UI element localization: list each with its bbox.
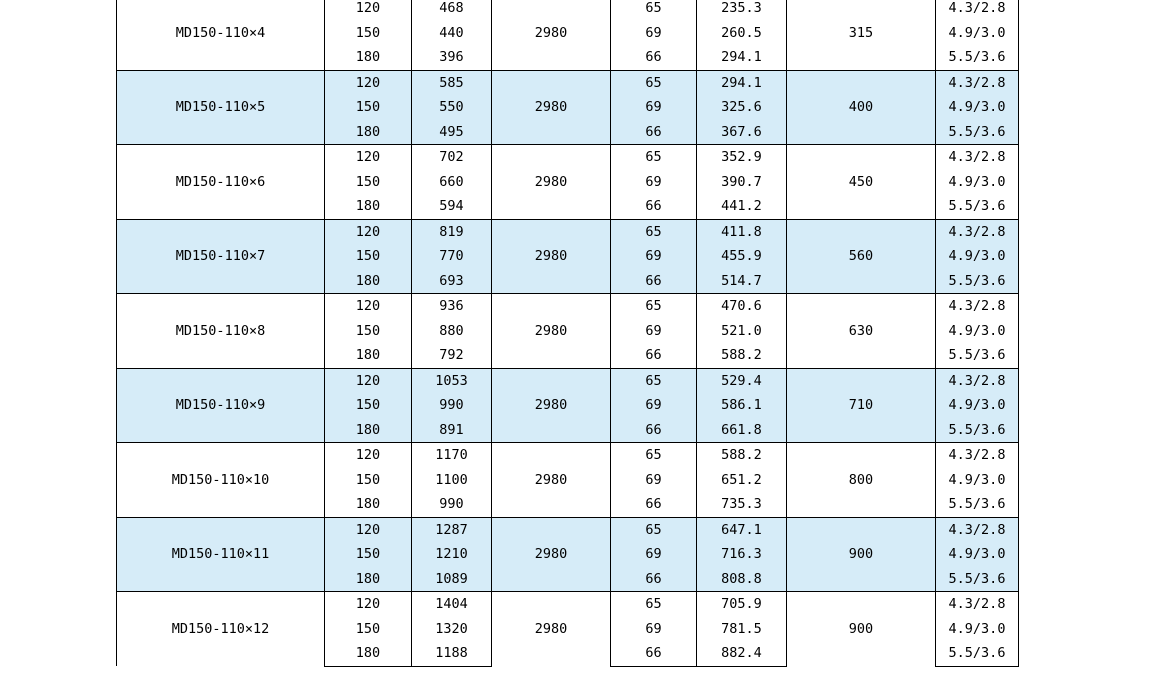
shaft-power-cell: 521.0 — [697, 319, 787, 344]
shaft-power-cell: 367.6 — [697, 120, 787, 145]
efficiency-cell: 69 — [611, 468, 697, 493]
motor-power-cell: 315 — [787, 0, 936, 70]
npsh-cell: 4.3/2.8 — [936, 0, 1019, 21]
head-cell: 396 — [412, 45, 492, 70]
speed-cell: 2980 — [492, 145, 611, 220]
efficiency-cell: 69 — [611, 617, 697, 642]
npsh-cell: 5.5/3.6 — [936, 641, 1019, 666]
speed-cell: 2980 — [492, 219, 611, 294]
flow-cell: 180 — [325, 418, 412, 443]
shaft-power-cell: 325.6 — [697, 95, 787, 120]
table-row — [117, 443, 1019, 468]
npsh-cell: 4.3/2.8 — [936, 368, 1019, 393]
npsh-cell: 4.9/3.0 — [936, 319, 1019, 344]
efficiency-cell: 65 — [611, 70, 697, 95]
flow-cell: 120 — [325, 368, 412, 393]
flow-cell: 180 — [325, 120, 412, 145]
shaft-power-cell: 735.3 — [697, 492, 787, 517]
npsh-cell: 4.3/2.8 — [936, 592, 1019, 617]
efficiency-cell: 65 — [611, 368, 697, 393]
efficiency-cell: 66 — [611, 567, 697, 592]
motor-power-cell: 800 — [787, 443, 936, 518]
shaft-power-cell: 352.9 — [697, 145, 787, 170]
flow-cell: 150 — [325, 393, 412, 418]
flow-cell: 120 — [325, 517, 412, 542]
flow-cell: 180 — [325, 641, 412, 666]
shaft-power-cell: 411.8 — [697, 219, 787, 244]
flow-cell: 120 — [325, 294, 412, 319]
efficiency-cell: 65 — [611, 592, 697, 617]
head-cell: 1053 — [412, 368, 492, 393]
head-cell: 660 — [412, 170, 492, 195]
npsh-cell: 4.3/2.8 — [936, 443, 1019, 468]
efficiency-cell: 66 — [611, 343, 697, 368]
shaft-power-cell: 260.5 — [697, 21, 787, 46]
speed-cell: 2980 — [492, 368, 611, 443]
speed-cell: 2980 — [492, 294, 611, 369]
table-body — [117, 0, 1019, 666]
efficiency-cell: 69 — [611, 95, 697, 120]
table-row — [117, 219, 1019, 244]
flow-cell: 180 — [325, 269, 412, 294]
efficiency-cell: 66 — [611, 269, 697, 294]
shaft-power-cell: 294.1 — [697, 45, 787, 70]
model-cell: MD150-110×4 — [117, 0, 325, 70]
speed-cell: 2980 — [492, 517, 611, 592]
speed-cell: 2980 — [492, 443, 611, 518]
shaft-power-cell: 661.8 — [697, 418, 787, 443]
motor-power-cell: 630 — [787, 294, 936, 369]
motor-power-cell: 900 — [787, 517, 936, 592]
motor-power-cell: 560 — [787, 219, 936, 294]
shaft-power-cell: 470.6 — [697, 294, 787, 319]
npsh-cell: 5.5/3.6 — [936, 492, 1019, 517]
efficiency-cell: 69 — [611, 319, 697, 344]
flow-cell: 120 — [325, 0, 412, 21]
npsh-cell: 4.9/3.0 — [936, 542, 1019, 567]
table-row — [117, 145, 1019, 170]
flow-cell: 150 — [325, 617, 412, 642]
efficiency-cell: 66 — [611, 492, 697, 517]
npsh-cell: 4.9/3.0 — [936, 617, 1019, 642]
head-cell: 770 — [412, 244, 492, 269]
model-cell: MD150-110×5 — [117, 70, 325, 145]
head-cell: 819 — [412, 219, 492, 244]
efficiency-cell: 66 — [611, 194, 697, 219]
flow-cell: 150 — [325, 170, 412, 195]
npsh-cell: 5.5/3.6 — [936, 45, 1019, 70]
flow-cell: 150 — [325, 244, 412, 269]
shaft-power-cell: 529.4 — [697, 368, 787, 393]
shaft-power-cell: 455.9 — [697, 244, 787, 269]
motor-power-cell: 900 — [787, 592, 936, 667]
npsh-cell: 4.9/3.0 — [936, 468, 1019, 493]
head-cell: 440 — [412, 21, 492, 46]
table-row — [117, 70, 1019, 95]
flow-cell: 150 — [325, 542, 412, 567]
head-cell: 880 — [412, 319, 492, 344]
efficiency-cell: 65 — [611, 219, 697, 244]
shaft-power-cell: 294.1 — [697, 70, 787, 95]
head-cell: 1170 — [412, 443, 492, 468]
flow-cell: 120 — [325, 443, 412, 468]
flow-cell: 150 — [325, 319, 412, 344]
motor-power-cell: 400 — [787, 70, 936, 145]
head-cell: 1100 — [412, 468, 492, 493]
shaft-power-cell: 588.2 — [697, 343, 787, 368]
head-cell: 468 — [412, 0, 492, 21]
table-row — [117, 517, 1019, 542]
npsh-cell: 4.3/2.8 — [936, 145, 1019, 170]
efficiency-cell: 65 — [611, 294, 697, 319]
shaft-power-cell: 882.4 — [697, 641, 787, 666]
speed-cell: 2980 — [492, 592, 611, 667]
shaft-power-cell: 781.5 — [697, 617, 787, 642]
flow-cell: 120 — [325, 219, 412, 244]
head-cell: 1210 — [412, 542, 492, 567]
shaft-power-cell: 651.2 — [697, 468, 787, 493]
speed-cell: 2980 — [492, 70, 611, 145]
head-cell: 936 — [412, 294, 492, 319]
efficiency-cell: 66 — [611, 418, 697, 443]
efficiency-cell: 65 — [611, 145, 697, 170]
head-cell: 1089 — [412, 567, 492, 592]
head-cell: 550 — [412, 95, 492, 120]
shaft-power-cell: 588.2 — [697, 443, 787, 468]
head-cell: 1404 — [412, 592, 492, 617]
motor-power-cell: 710 — [787, 368, 936, 443]
efficiency-cell: 69 — [611, 170, 697, 195]
pump-spec-table — [116, 0, 1019, 667]
head-cell: 495 — [412, 120, 492, 145]
shaft-power-cell: 235.3 — [697, 0, 787, 21]
table-row — [117, 0, 1019, 21]
table-row — [117, 368, 1019, 393]
efficiency-cell: 66 — [611, 45, 697, 70]
head-cell: 990 — [412, 393, 492, 418]
shaft-power-cell: 808.8 — [697, 567, 787, 592]
flow-cell: 180 — [325, 343, 412, 368]
model-cell: MD150-110×8 — [117, 294, 325, 369]
npsh-cell: 4.3/2.8 — [936, 219, 1019, 244]
flow-cell: 150 — [325, 468, 412, 493]
flow-cell: 120 — [325, 145, 412, 170]
npsh-cell: 5.5/3.6 — [936, 343, 1019, 368]
speed-cell: 2980 — [492, 0, 611, 70]
npsh-cell: 4.9/3.0 — [936, 21, 1019, 46]
model-cell: MD150-110×10 — [117, 443, 325, 518]
flow-cell: 120 — [325, 70, 412, 95]
head-cell: 693 — [412, 269, 492, 294]
shaft-power-cell: 705.9 — [697, 592, 787, 617]
model-cell: MD150-110×6 — [117, 145, 325, 220]
table-row — [117, 592, 1019, 617]
head-cell: 702 — [412, 145, 492, 170]
efficiency-cell: 65 — [611, 443, 697, 468]
npsh-cell: 5.5/3.6 — [936, 120, 1019, 145]
efficiency-cell: 69 — [611, 21, 697, 46]
head-cell: 891 — [412, 418, 492, 443]
head-cell: 1287 — [412, 517, 492, 542]
head-cell: 594 — [412, 194, 492, 219]
motor-power-cell: 450 — [787, 145, 936, 220]
npsh-cell: 4.3/2.8 — [936, 70, 1019, 95]
head-cell: 792 — [412, 343, 492, 368]
npsh-cell: 4.3/2.8 — [936, 517, 1019, 542]
model-cell: MD150-110×12 — [117, 592, 325, 667]
npsh-cell: 5.5/3.6 — [936, 269, 1019, 294]
shaft-power-cell: 390.7 — [697, 170, 787, 195]
npsh-cell: 5.5/3.6 — [936, 567, 1019, 592]
shaft-power-cell: 586.1 — [697, 393, 787, 418]
npsh-cell: 5.5/3.6 — [936, 194, 1019, 219]
npsh-cell: 4.9/3.0 — [936, 95, 1019, 120]
model-cell: MD150-110×7 — [117, 219, 325, 294]
npsh-cell: 4.3/2.8 — [936, 294, 1019, 319]
table-row — [117, 294, 1019, 319]
shaft-power-cell: 716.3 — [697, 542, 787, 567]
flow-cell: 180 — [325, 194, 412, 219]
shaft-power-cell: 441.2 — [697, 194, 787, 219]
flow-cell: 150 — [325, 95, 412, 120]
efficiency-cell: 65 — [611, 0, 697, 21]
flow-cell: 150 — [325, 21, 412, 46]
head-cell: 585 — [412, 70, 492, 95]
flow-cell: 180 — [325, 492, 412, 517]
npsh-cell: 4.9/3.0 — [936, 170, 1019, 195]
shaft-power-cell: 647.1 — [697, 517, 787, 542]
shaft-power-cell: 514.7 — [697, 269, 787, 294]
npsh-cell: 5.5/3.6 — [936, 418, 1019, 443]
flow-cell: 180 — [325, 567, 412, 592]
flow-cell: 180 — [325, 45, 412, 70]
efficiency-cell: 65 — [611, 517, 697, 542]
head-cell: 1188 — [412, 641, 492, 666]
efficiency-cell: 66 — [611, 641, 697, 666]
efficiency-cell: 69 — [611, 542, 697, 567]
head-cell: 1320 — [412, 617, 492, 642]
npsh-cell: 4.9/3.0 — [936, 244, 1019, 269]
model-cell: MD150-110×9 — [117, 368, 325, 443]
head-cell: 990 — [412, 492, 492, 517]
model-cell: MD150-110×11 — [117, 517, 325, 592]
npsh-cell: 4.9/3.0 — [936, 393, 1019, 418]
efficiency-cell: 69 — [611, 393, 697, 418]
flow-cell: 120 — [325, 592, 412, 617]
efficiency-cell: 66 — [611, 120, 697, 145]
efficiency-cell: 69 — [611, 244, 697, 269]
